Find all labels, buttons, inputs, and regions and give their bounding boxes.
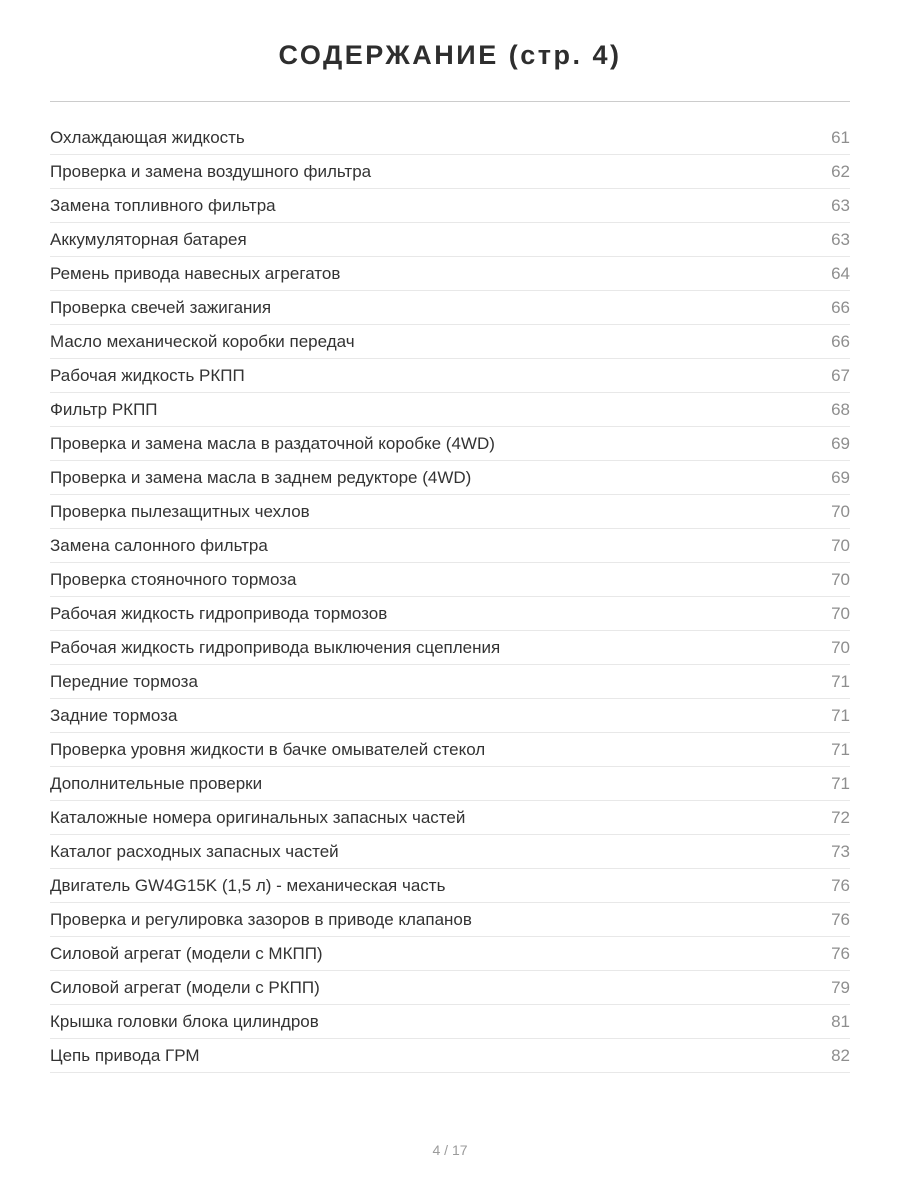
toc-entry-label: Проверка пылезащитных чехлов: [50, 501, 310, 521]
toc-entry-page: 61: [831, 127, 850, 147]
toc-entry-page: 71: [831, 773, 850, 793]
toc-entry-label: Охлаждающая жидкость: [50, 127, 245, 147]
toc-entry[interactable]: [50, 325, 850, 359]
toc-entry-page: 76: [831, 943, 850, 963]
toc-entry-page: 63: [831, 229, 850, 249]
toc-entry[interactable]: [50, 495, 850, 529]
toc-entry[interactable]: [50, 971, 850, 1005]
toc-entry[interactable]: [50, 665, 850, 699]
toc-entry[interactable]: [50, 529, 850, 563]
toc-entry-label: Проверка и замена масла в заднем редукторе (4WD): [50, 467, 472, 487]
toc-entry-page: 72: [831, 807, 850, 827]
toc-entry-page: 63: [831, 195, 850, 215]
toc-entry-label: Масло механической коробки передач: [50, 331, 355, 351]
toc-entry-label: Фильтр РКПП: [50, 399, 158, 419]
toc-entry-label: Проверка и регулировка зазоров в приводе клапанов: [50, 909, 472, 929]
toc-entry-label: Передние тормоза: [50, 671, 198, 691]
toc-entry[interactable]: [50, 835, 850, 869]
toc-entry-page: 71: [831, 671, 850, 691]
toc-entry-page: 62: [831, 161, 850, 181]
toc-entry[interactable]: [50, 223, 850, 257]
toc-entry[interactable]: [50, 801, 850, 835]
toc-entry-label: Аккумуляторная батарея: [50, 229, 247, 249]
toc-entry-label: Крышка головки блока цилиндров: [50, 1011, 319, 1031]
toc-entry-label: Каталожные номера оригинальных запасных частей: [50, 807, 466, 827]
toc-entry-page: 69: [831, 467, 850, 487]
toc-entry-label: Рабочая жидкость гидропривода тормозов: [50, 603, 388, 623]
toc-entry-label: Двигатель GW4G15K (1,5 л) - механическая часть: [50, 875, 446, 895]
toc-entry-page: 66: [831, 297, 850, 317]
toc-entry-label: Каталог расходных запасных частей: [50, 841, 339, 861]
toc-entry[interactable]: [50, 1005, 850, 1039]
toc-entry[interactable]: [50, 767, 850, 801]
page-title: СОДЕРЖАНИЕ (стр. 4): [278, 40, 622, 70]
toc-entry-label: Проверка уровня жидкости в бачке омывателей стекол: [50, 739, 486, 759]
toc-entry-page: 71: [831, 705, 850, 725]
toc-entry-label: Проверка стояночного тормоза: [50, 569, 297, 589]
toc-entry[interactable]: [50, 563, 850, 597]
toc-entry-label: Силовой агрегат (модели с МКПП): [50, 943, 323, 963]
toc-entry-label: Силовой агрегат (модели с РКПП): [50, 977, 320, 997]
toc-entry[interactable]: [50, 291, 850, 325]
toc-entry[interactable]: [50, 427, 850, 461]
toc-entry-label: Дополнительные проверки: [50, 773, 263, 793]
toc-entry-page: 67: [831, 365, 850, 385]
toc-entry[interactable]: [50, 257, 850, 291]
toc-entry-page: 70: [831, 637, 850, 657]
toc-entry-label: Замена салонного фильтра: [50, 535, 268, 555]
toc-entry[interactable]: [50, 189, 850, 223]
toc-entry[interactable]: [50, 869, 850, 903]
toc-entry-label: Проверка и замена воздушного фильтра: [50, 161, 372, 181]
toc-entry[interactable]: [50, 903, 850, 937]
toc-entry-page: 68: [831, 399, 850, 419]
toc-list: [50, 121, 850, 1073]
toc-entry-page: 66: [831, 331, 850, 351]
toc-entry-label: Рабочая жидкость гидропривода выключения сцепления: [50, 637, 501, 657]
toc-entry[interactable]: [50, 1039, 850, 1073]
toc-entry-label: Рабочая жидкость РКПП: [50, 365, 245, 385]
toc-entry-page: 76: [831, 875, 850, 895]
title-divider: [50, 101, 850, 102]
toc-entry-page: 69: [831, 433, 850, 453]
toc-entry-label: Проверка и замена масла в раздаточной коробке (4WD): [50, 433, 495, 453]
toc-entry-label: Замена топливного фильтра: [50, 195, 276, 215]
toc-entry-page: 73: [831, 841, 850, 861]
toc-entry-page: 70: [831, 501, 850, 521]
toc-entry-page: 79: [831, 977, 850, 997]
toc-entry-label: Цепь привода ГРМ: [50, 1045, 200, 1065]
toc-entry[interactable]: [50, 733, 850, 767]
toc-entry-page: 70: [831, 535, 850, 555]
toc-entry[interactable]: [50, 393, 850, 427]
toc-entry-label: Проверка свечей зажигания: [50, 297, 272, 317]
toc-entry-label: Задние тормоза: [50, 705, 178, 725]
toc-entry-page: 70: [831, 603, 850, 623]
toc-entry[interactable]: [50, 699, 850, 733]
toc-entry-page: 71: [831, 739, 850, 759]
toc-entry-page: 76: [831, 909, 850, 929]
toc-entry[interactable]: [50, 597, 850, 631]
toc-entry[interactable]: [50, 461, 850, 495]
toc-entry-page: 82: [831, 1045, 850, 1065]
toc-entry-page: 70: [831, 569, 850, 589]
toc-entry[interactable]: [50, 121, 850, 155]
toc-entry[interactable]: [50, 359, 850, 393]
toc-entry[interactable]: [50, 937, 850, 971]
toc-entry-page: 64: [831, 263, 850, 283]
toc-entry[interactable]: [50, 631, 850, 665]
toc-entry-label: Ремень привода навесных агрегатов: [50, 263, 341, 283]
page-number-indicator: 4 / 17: [432, 1142, 468, 1158]
toc-entry[interactable]: [50, 155, 850, 189]
toc-entry-page: 81: [831, 1011, 850, 1031]
